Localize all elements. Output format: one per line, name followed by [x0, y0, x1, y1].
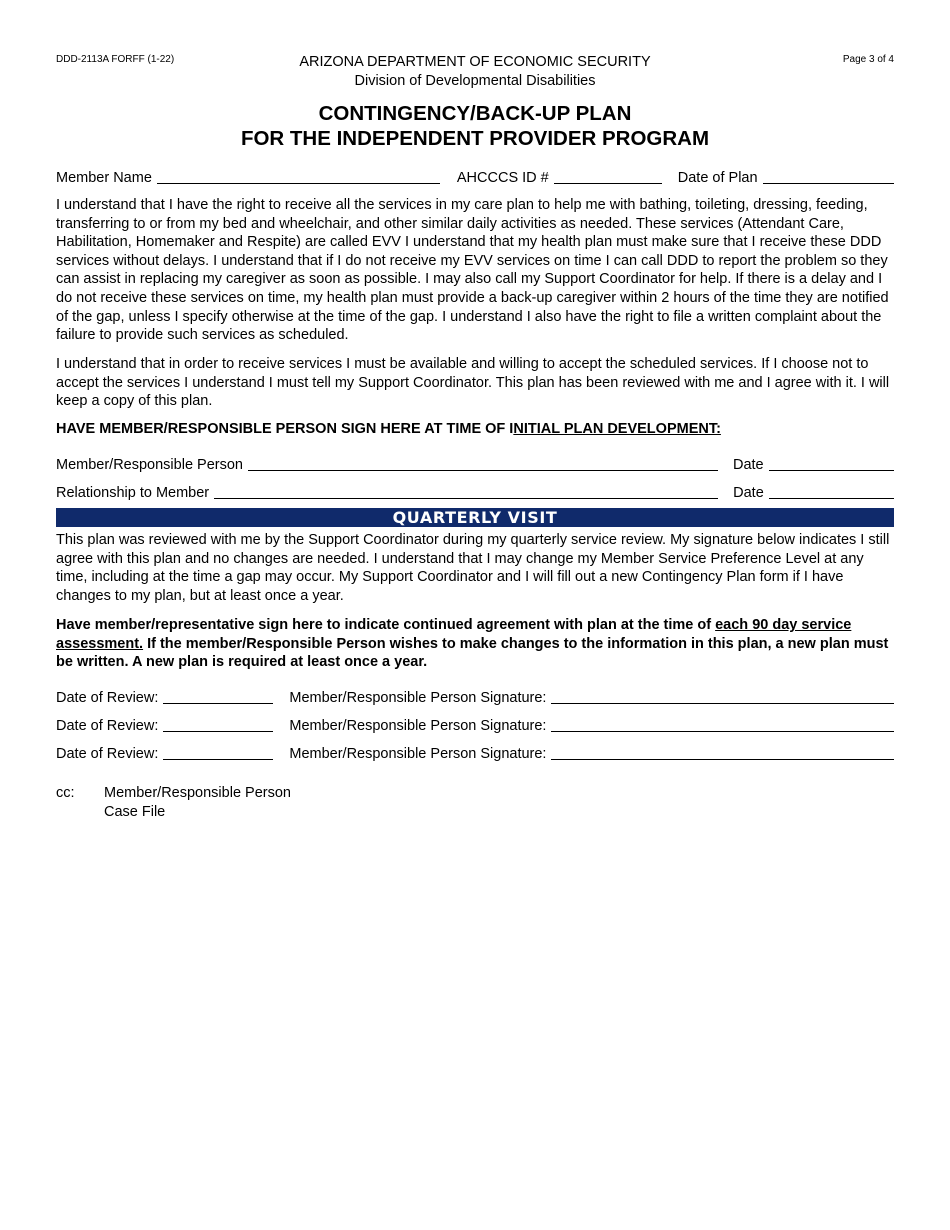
date-of-plan-label: Date of Plan — [677, 170, 758, 186]
review-signature-field[interactable] — [551, 759, 894, 760]
relationship-label: Relationship to Member — [56, 485, 210, 501]
cc-label: cc: — [56, 785, 75, 801]
quarterly-instruction-underlined: each 90 day service assessment. — [56, 617, 852, 652]
review-date-label: Date of Review: — [56, 690, 159, 706]
review-row — [56, 690, 894, 707]
date-of-plan-field[interactable] — [763, 183, 894, 184]
member-name-label: Member Name — [56, 170, 152, 186]
acceptance-paragraph: I understand that in order to receive services I must be available and willing to accept the scheduled services. If I choose not to accept the services I understand I must tell my Support Coordinator. This plan has been reviewed with me and I agree with it. I will keep a copy of this plan. — [56, 356, 890, 410]
member-date-field[interactable] — [769, 470, 894, 471]
member-name-field[interactable] — [157, 183, 440, 184]
quarterly-instruction-text-1: Have member/representative sign here to indicate continued agreement with plan at the time of — [56, 617, 716, 633]
initial-sign-heading-underlined: NITIAL PLAN DEVELOPMENT: — [513, 421, 721, 437]
review-row — [56, 746, 894, 763]
review-signature-field[interactable] — [551, 703, 894, 704]
member-signature-row — [56, 457, 894, 474]
cc-recipients — [104, 784, 291, 822]
form-title-line-2: FOR THE INDEPENDENT PROVIDER PROGRAM — [240, 127, 710, 150]
relationship-date-field[interactable] — [769, 498, 894, 499]
review-signature-label: Member/Responsible Person Signature: — [289, 746, 547, 762]
quarterly-visit-banner: QUARTERLY VISIT — [56, 508, 894, 527]
review-signature-label: Member/Responsible Person Signature: — [289, 690, 547, 706]
member-date-label: Date — [732, 457, 764, 473]
relationship-field[interactable] — [214, 498, 718, 499]
initial-sign-heading — [56, 420, 896, 439]
form-title-line-1: CONTINGENCY/BACK-UP PLAN — [318, 102, 632, 125]
rights-paragraph: I understand that I have the right to receive all the services in my care plan to help me with bathing, toileting, dressing, feeding, transferring to or from my bed and wheelchair, and other similar daily activities as needed. These services (Attendant Care, Habilitation, Homemaker and Respite) are called EVV I understand that my health plan must make sure that I receive these DDD services without delays. I understand that if I do not receive my EVV services on time I can call DDD to report the problem so they can assist in replacing my caregiver as soon as possible. I may also call my Support Coordinator for help. If there is a delay and I do not receive these services on time, my health plan must provide a back-up caregiver within 2 hours of the time they are notified of the gap, unless I specify otherwise at the time of the gap. I understand I also have the right to file a written complaint about the failure to provide such services as scheduled. — [56, 197, 889, 344]
form-title — [0, 101, 950, 151]
member-responsible-signature-field[interactable] — [248, 470, 718, 471]
ahcccs-id-label: AHCCCS ID # — [456, 170, 549, 186]
quarterly-instruction — [56, 616, 896, 672]
agency-name: ARIZONA DEPARTMENT OF ECONOMIC SECURITY — [299, 54, 651, 70]
quarterly-instruction-text-2: If the member/Responsible Person wishes to make changes to the information in this plan, a new plan must be written. A new plan is required at least once a year. — [56, 635, 889, 671]
review-date-field[interactable] — [163, 731, 273, 732]
review-signature-label: Member/Responsible Person Signature: — [289, 718, 547, 734]
ahcccs-id-field[interactable] — [554, 183, 662, 184]
cc-recipient: Member/Responsible Person — [104, 785, 291, 801]
review-date-label: Date of Review: — [56, 746, 159, 762]
review-date-field[interactable] — [163, 759, 273, 760]
initial-sign-heading-text: HAVE MEMBER/RESPONSIBLE PERSON SIGN HERE AT TIME OF I — [56, 421, 514, 437]
member-responsible-label: Member/Responsible Person — [56, 457, 243, 473]
page-number: Page 3 of 4 — [842, 54, 894, 65]
review-signature-field[interactable] — [551, 731, 894, 732]
form-id: DDD-2113A FORFF (1-22) — [56, 54, 175, 65]
review-date-field[interactable] — [163, 703, 273, 704]
relationship-row — [56, 485, 894, 502]
division-name: Division of Developmental Disabilities — [354, 73, 596, 89]
review-date-label: Date of Review: — [56, 718, 159, 734]
review-row — [56, 718, 894, 735]
member-info-row — [56, 170, 894, 187]
quarterly-paragraph: This plan was reviewed with me by the Support Coordinator during my quarterly service review. My signature below indicates I still agree with this plan and no changes are needed. I understand that I may change my Member Service Preference Level at any time, including at the time a gap may occur. My Support Coordinator and I will fill out a new Contingency Plan form if I have changes to my plan, but at least once a year. — [56, 532, 890, 604]
cc-recipient: Case File — [104, 804, 166, 820]
relationship-date-label: Date — [733, 485, 764, 501]
